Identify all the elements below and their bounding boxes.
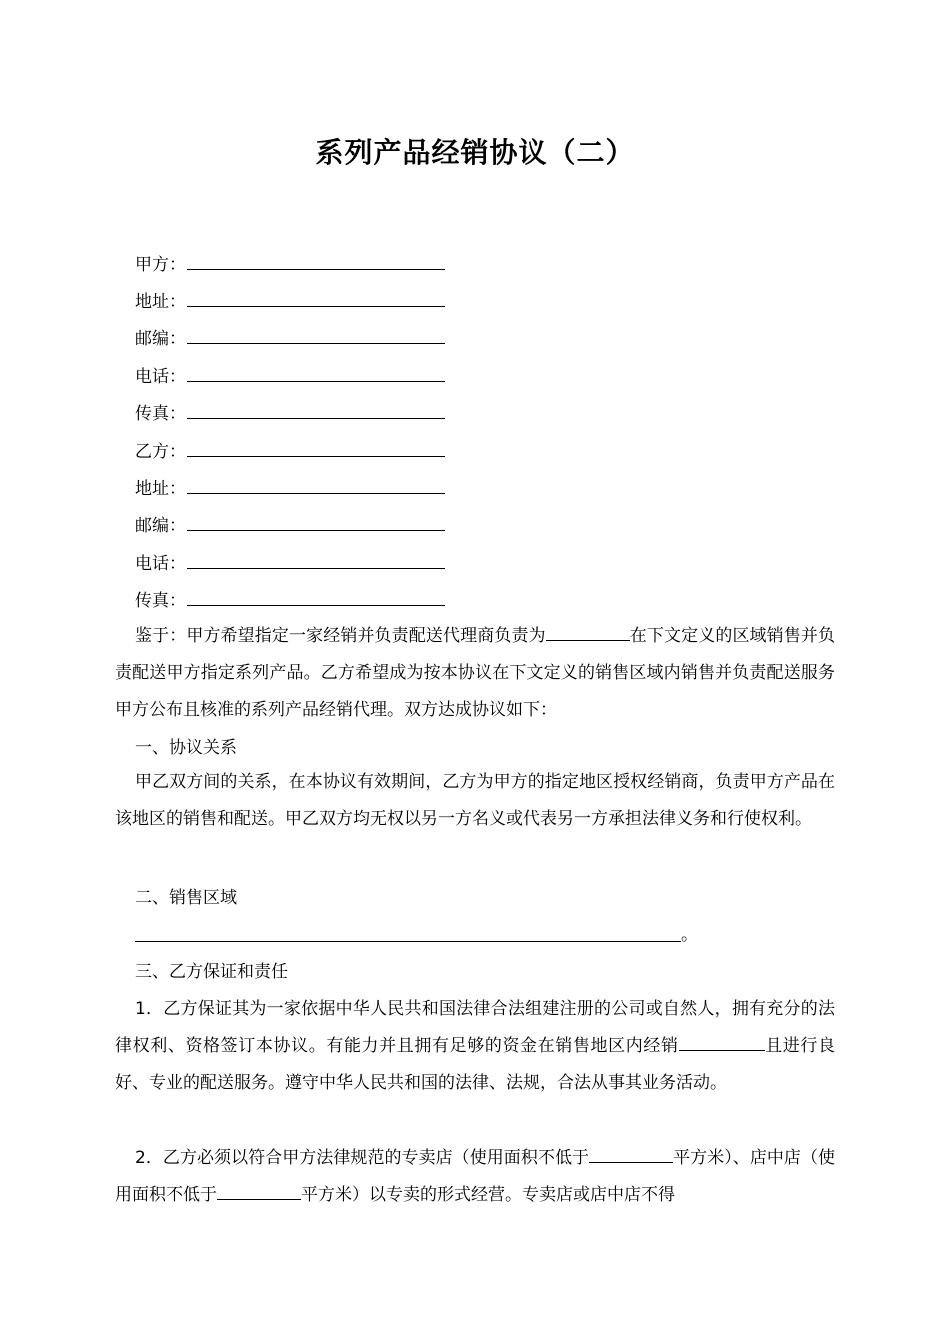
party-a-postcode-field	[135, 325, 445, 349]
item-1-text-1: 1．乙方保证其为一家依据中华人民共和国法律合法组建注册的公司或自然人，拥有充分的法律权利、资格签订本协议。有能力并且拥有足够的资金在销售地区内经销	[115, 999, 835, 1056]
party-a-name-field	[135, 251, 445, 275]
preamble-text-1: 鉴于：甲方希望指定一家经销并负责配送代理商负责为	[135, 626, 546, 646]
section-1-heading: 一、协议关系	[135, 738, 237, 758]
fill-in-blank	[679, 1034, 765, 1051]
fill-in-blank	[546, 624, 630, 641]
fill-in-blank	[187, 475, 445, 494]
field-label: 电话：	[135, 554, 186, 574]
preamble-text-2: 在下文定义的区域销售并负责配送甲方指定系列产品。乙方希望成为按本协议在下文定义的销售区域内销售并负责配送服务甲方公布且核准的系列产品经销代理。双方达成协议如下：	[115, 626, 836, 720]
party-b-fax-field	[135, 587, 445, 611]
item-2-text-1: 2．乙方必须以符合甲方法律规范的专卖店（使用面积不低于	[135, 1148, 590, 1168]
fill-in-blank	[187, 587, 445, 606]
party-b-postcode-field	[135, 512, 445, 536]
field-label: 传真：	[135, 404, 186, 424]
fill-in-blank	[187, 512, 445, 531]
preamble-paragraph	[115, 618, 835, 729]
section-2-heading: 二、销售区域	[135, 888, 237, 908]
sales-region-end-mark: 。	[681, 925, 698, 945]
field-label: 邮编：	[135, 516, 186, 536]
field-label: 甲方：	[135, 255, 186, 275]
fill-in-blank	[187, 438, 445, 457]
fill-in-blank	[187, 363, 445, 382]
section-3-item-1	[115, 991, 835, 1102]
party-b-name-field	[135, 438, 445, 462]
sales-region-blank	[135, 941, 681, 942]
fill-in-blank	[187, 550, 445, 569]
field-label: 传真：	[135, 591, 186, 611]
item-2-text-2: 平方米）、店中店（使用面积不低于	[115, 1148, 835, 1205]
party-b-phone-field	[135, 550, 445, 574]
party-a-fax-field	[135, 400, 445, 424]
fill-in-blank	[217, 1183, 301, 1200]
item-2-text-3: 平方米）以专卖的形式经营。专卖店或店中店不得	[301, 1185, 675, 1205]
party-b-address-field	[135, 475, 445, 499]
fill-in-blank	[187, 251, 445, 270]
fill-in-blank	[187, 400, 445, 419]
party-a-phone-field	[135, 363, 445, 387]
fill-in-blank	[187, 288, 445, 307]
section-3-item-2	[115, 1140, 835, 1214]
section-1-body: 甲乙双方间的关系，在本协议有效期间，乙方为甲方的指定地区授权经销商，负责甲方产品在该地区的销售和配送。甲乙双方均无权以另一方名义或代表另一方承担法律义务和行使权利。	[115, 772, 835, 829]
field-label: 地址：	[135, 479, 186, 499]
section-3-heading: 三、乙方保证和责任	[135, 962, 288, 982]
party-a-address-field	[135, 288, 445, 312]
item-1-text-2: 且进行良好、专业的配送服务。遵守中华人民共和国的法律、法规，合法从事其业务活动。	[115, 1036, 836, 1093]
document-title: 系列产品经销协议（二）	[315, 136, 635, 169]
fill-in-blank	[589, 1146, 673, 1163]
field-label: 乙方：	[135, 442, 186, 462]
fill-in-blank	[187, 325, 445, 344]
field-label: 地址：	[135, 292, 186, 312]
field-label: 邮编：	[135, 329, 186, 349]
field-label: 电话：	[135, 367, 186, 387]
